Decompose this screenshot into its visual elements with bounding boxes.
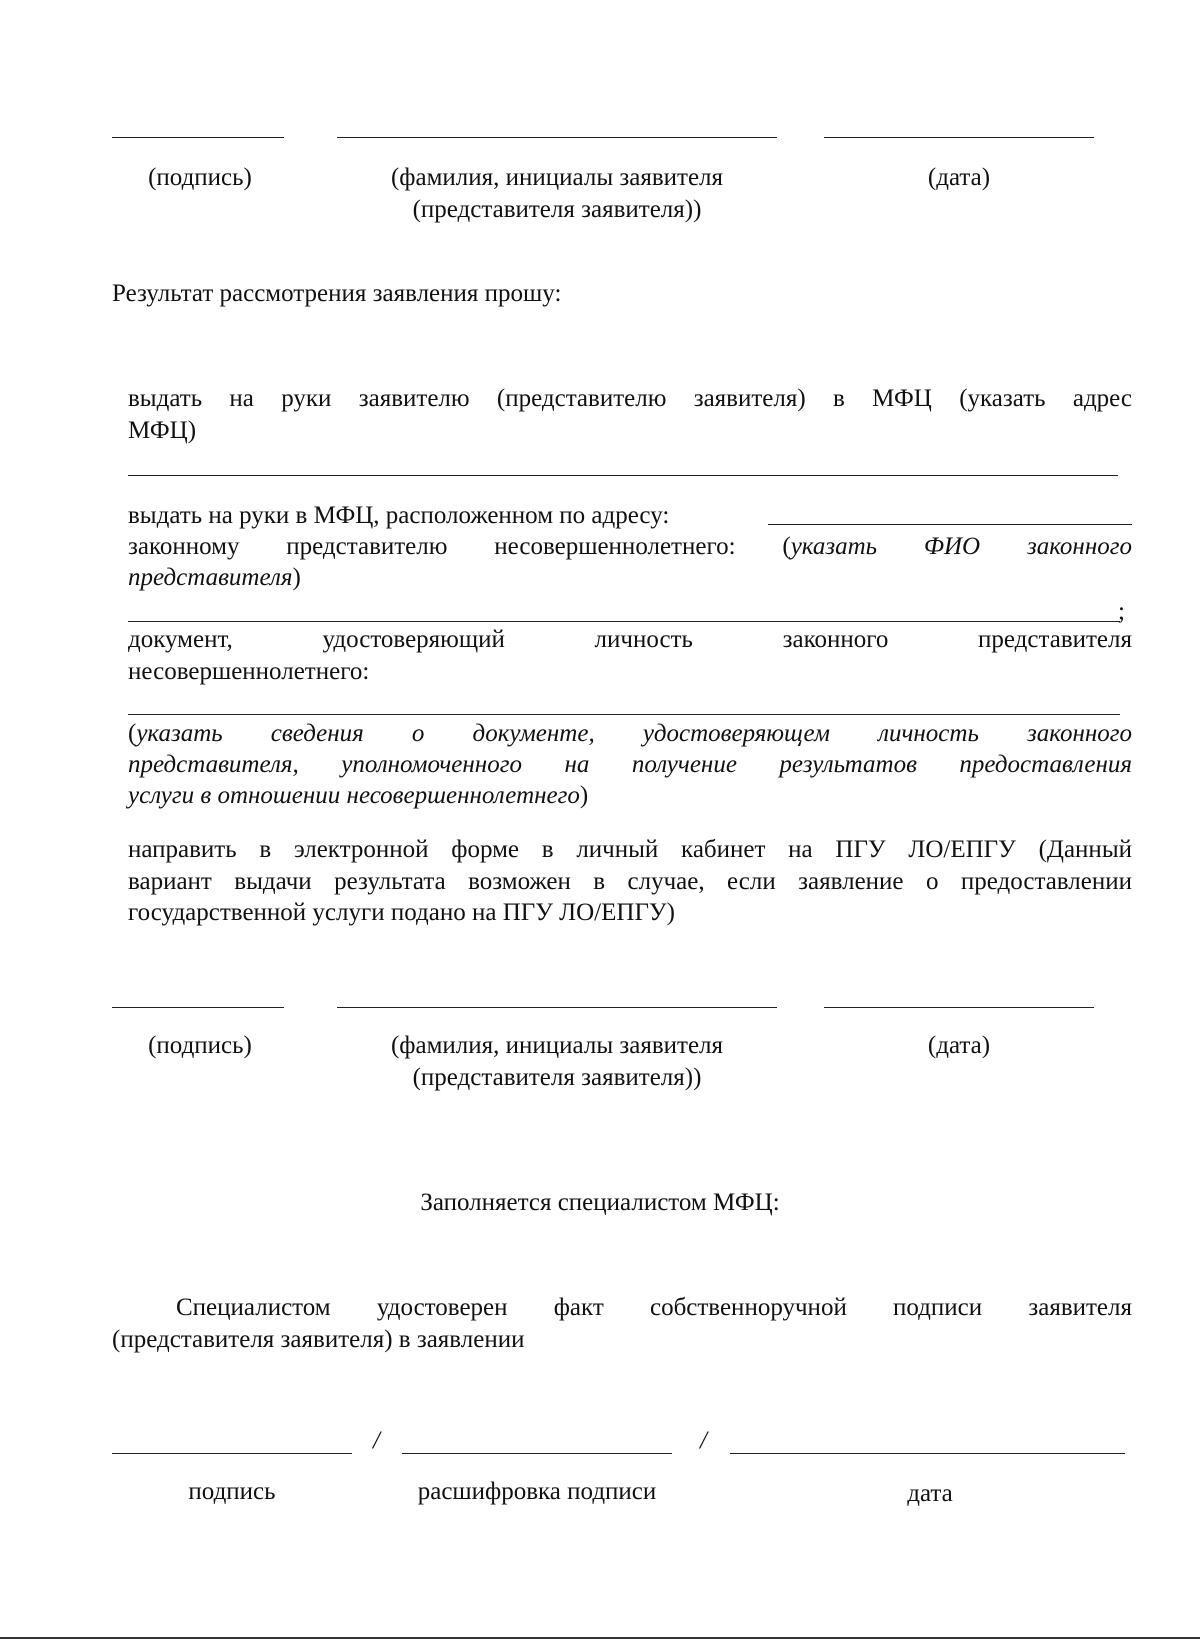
note-open-paren: (	[128, 720, 137, 747]
doc-note-line2: представителя, уполномоченного на получение результатов предоставления	[128, 751, 1132, 778]
option-electronic-line2: вариант выдачи результата возможен в случае, если заявление о предоставлении	[128, 868, 1132, 895]
mfc-address-field-line[interactable]	[768, 524, 1132, 525]
specialist-decoding-line[interactable]	[402, 1453, 672, 1454]
date-line-1[interactable]	[824, 137, 1094, 138]
doc-line1: документ, удостоверяющий личность законного представителя	[128, 626, 1132, 653]
mfc-section-heading: Заполняется специалистом МФЦ:	[420, 1189, 780, 1216]
option-legal-rep-line1: выдать на руки в МФЦ, расположенном по адресу:	[128, 502, 670, 529]
option-legal-rep-line3	[128, 562, 301, 594]
option-electronic-line3: государственной услуги подано на ПГУ ЛО/ЕПГУ)	[128, 899, 675, 926]
legal-rep-name-line[interactable]	[128, 621, 1120, 622]
date-label-2: (дата)	[927, 1032, 991, 1059]
mfc-cert-line2: (представителя заявителя) в заявлении	[112, 1326, 525, 1353]
specialist-signature-line[interactable]	[112, 1453, 352, 1454]
note-italic-3: услуги в отношении несовершеннолетнего	[128, 782, 580, 809]
specialist-decoding-label: расшифровка подписи	[417, 1478, 657, 1505]
signature-label-2: (подпись)	[148, 1032, 252, 1059]
applicant-name-label-2: (фамилия, инициалы заявителя	[390, 1032, 724, 1059]
applicant-name-label-2-line2: (представителя заявителя))	[412, 1064, 702, 1091]
doc-note-line1	[128, 718, 1132, 750]
option-legal-rep-line2	[128, 531, 1132, 563]
mfc-cert-text: Специалистом удостоверен факт собственноручной подписи заявителя	[176, 1294, 1132, 1321]
scan-edge	[0, 1637, 1200, 1639]
specialist-date-line[interactable]	[730, 1453, 1125, 1454]
option-mfc-line1: выдать на руки заявителю (представителю заявителя) в МФЦ (указать адрес	[128, 385, 1132, 412]
name-line-1[interactable]	[337, 137, 777, 138]
legal-rep-close-paren: )	[292, 564, 301, 591]
result-heading: Результат рассмотрения заявления прошу:	[112, 280, 562, 307]
legal-rep-italic-hint: указать ФИО законного	[790, 533, 1132, 560]
mfc-cert-line1	[112, 1292, 1132, 1324]
slash-separator-1: /	[373, 1427, 380, 1454]
semicolon: ;	[1118, 598, 1125, 625]
note-italic-1: указать сведения о документе, удостоверяющем личность законного	[136, 720, 1132, 747]
legal-rep-prefix: законному представителю несовершеннолетнего: (	[128, 533, 791, 560]
doc-info-line[interactable]	[128, 714, 1120, 715]
signature-line-2[interactable]	[112, 1007, 284, 1008]
specialist-signature-label: подпись	[188, 1478, 276, 1505]
name-line-2[interactable]	[337, 1007, 777, 1008]
option-electronic-line1: направить в электронной форме в личный кабинет на ПГУ ЛО/ЕПГУ (Данный	[128, 836, 1132, 863]
date-line-2[interactable]	[824, 1007, 1094, 1008]
applicant-name-label: (фамилия, инициалы заявителя	[390, 164, 724, 191]
specialist-date-label: дата	[907, 1480, 953, 1507]
option-mfc-line2: МФЦ)	[128, 417, 197, 444]
legal-rep-italic-hint-2: представителя	[128, 564, 293, 591]
signature-line-1[interactable]	[112, 137, 284, 138]
doc-note-line3	[128, 780, 588, 812]
mfc-address-line[interactable]	[128, 475, 1118, 476]
date-label: (дата)	[927, 164, 991, 191]
note-close-paren: )	[579, 782, 589, 809]
doc-line2: несовершеннолетнего:	[128, 658, 370, 685]
signature-label: (подпись)	[148, 164, 252, 191]
applicant-name-label-line2: (представителя заявителя))	[412, 196, 702, 223]
slash-separator-2: /	[700, 1427, 707, 1454]
